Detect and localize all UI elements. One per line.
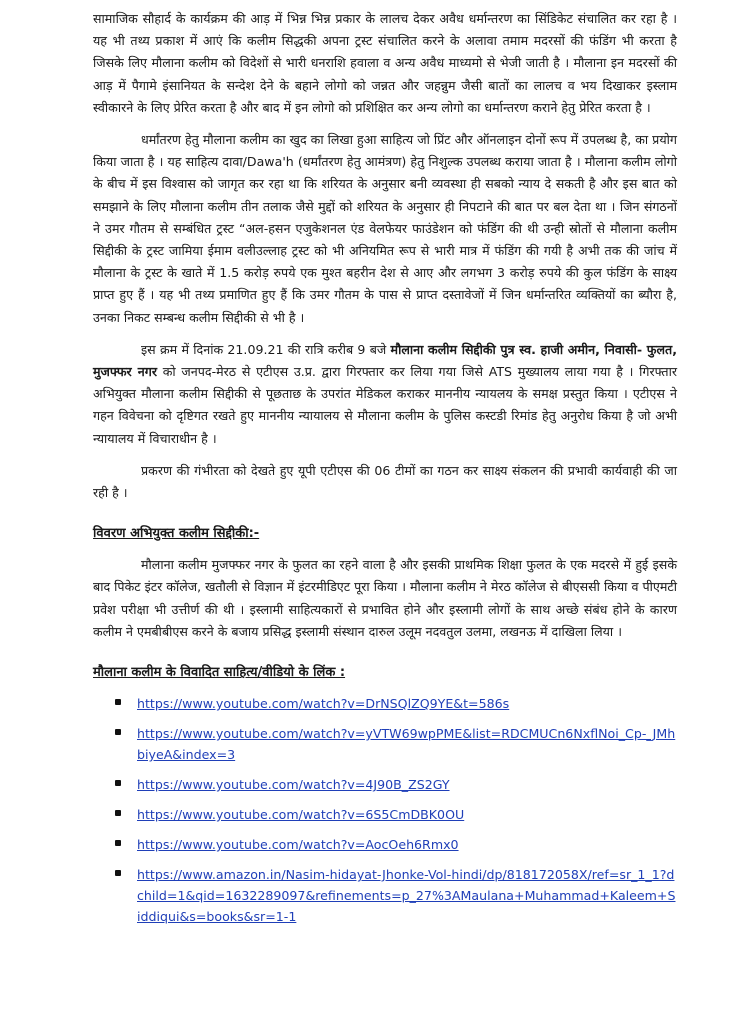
bullet-icon <box>115 840 121 846</box>
list-item <box>93 804 677 825</box>
video-link-4[interactable]: https://www.youtube.com/watch?v=6S5CmDBK0OU <box>137 807 465 823</box>
paragraph-conversion-syndicate: सामाजिक सौहार्द के कार्यक्रम की आड़ में भिन्न भिन्न प्रकार के लालच देकर अवैध धर्मान्तरण का सिंडिकेट संचालित कर रहा है । यह भी तथ्य प्रकाश में आएं कि कलीम सिद्धकी अपना ट्रस्ट संचालित करने के अलावा तमाम मदरसों की फंडिंग भी करता है जिसके लिए मौलाना कलीम को विदेशों से भारी धनराशि हवाला व अन्य अवैध माध्यमो से भेजी जाती है । मौलाना इन मदरसों की आड़ में पैगामे इंसानियत के सन्देश देने के बहाने लोगो को जन्नत और जहन्नुम जैसी बातों का लालच व भय दिखाकर इस्लाम स्वीकारने के लिए प्रेरित करता है और बाद में इन लोगो को प्रशिक्षित कर अन्य लोगो का धर्मान्तरण कराने हेतु प्रेरित करता है । <box>93 11 677 115</box>
video-link-3[interactable]: https://www.youtube.com/watch?v=4J90B_ZS2GY <box>137 777 450 793</box>
list-item <box>93 774 677 795</box>
bullet-icon <box>115 699 121 705</box>
list-item <box>93 834 677 855</box>
bullet-icon <box>115 810 121 816</box>
accused-identity: मौलाना कलीम सिद्दीकी पुत्र स्व. हाजी अमीन, निवासी- फुलत, मुजफ्फर नगर <box>93 341 677 380</box>
bullet-icon <box>115 780 121 786</box>
video-link-2[interactable]: https://www.youtube.com/watch?v=yVTW69wpPME&list=RDCMUCn6NxflNoi_Cp-_JMhbiyeA&index=3 <box>137 726 676 763</box>
list-item <box>93 693 677 714</box>
links-heading: मौलाना कलीम के विवादित साहित्य/वीडियो के लिंक : <box>93 665 346 681</box>
paragraph-literature-funding: धर्मांतरण हेतु मौलाना कलीम का खुद का लिखा हुआ साहित्य जो प्रिंट और ऑनलाइन दोनों रूप में उपलब्ध है, का प्रयोग किया जाता है । यह साहित्य दावा/Dawa'h (धर्मांतरण हेतु आमंत्रण) हेतु निशुल्क उपलब्ध कराया जाता है । मौलाना कलीम लोगो के बीच में इस विश्वास को जागृत कर रहा था कि शरियत के अनुसार बनी व्यवस्था ही सबको न्याय दे सकती है और इस बात को समझाने के लिए मौलाना कलीम तीन तलाक जैसे मुद्दों को शरियत के अनुसार ही निपटाने की बात पर बल देता था । जिन संगठनों ने उमर गौतम से सम्बंधित ट्रस्ट “अल-हसन एजुकेशनल एंड वेलफेयर फाउंडेशन को फंडिंग की थी उन्ही स्रोतों से मौलाना कलीम सिद्दीकी के ट्रस्ट जामिया ईमाम वलीउल्लाह ट्रस्ट को भी अनियमित रूप से भारी मात्र में फंडिंग की गयी है अभी तक की जांच में मौलाना के ट्रस्ट के खाते में 1.5 करोड़ रुपये एक मुश्त बहरीन देश से आए और लगभग 3 करोड़ रुपये की कुल फंडिंग के साक्ष्य प्राप्त हुए हैं । यह भी तथ्य प्रमाणित हुए हैं कि उमर गौतम के पास से प्राप्त दस्तावेजों में जिन धर्मान्तरित व्यक्तियों का ब्यौरा है, उनका निकट सम्बन्ध कलीम सिद्दीकी से भी है । <box>93 132 677 325</box>
list-item <box>93 864 677 927</box>
list-item <box>93 723 677 765</box>
arrest-text-lead: इस क्रम में दिनांक 21.09.21 की रात्रि करीब 9 बजे <box>141 341 391 357</box>
amazon-book-link[interactable]: https://www.amazon.in/Nasim-hidayat-Jhonke-Vol-hindi/dp/818172058X/ref=sr_1_1?dchild=1&qid=1632289097&refinements=p_27%3AMaulana+Muhammad+Kaleem+Siddiqui&s=books&sr=1-1 <box>137 867 676 925</box>
paragraph-accused-background: मौलाना कलीम मुजफ्फर नगर के फुलत का रहने वाला है और इसकी प्राथमिक शिक्षा फुलत के एक मदरसे में हुई इसके बाद पिकेट इंटर कॉलेज, खतौली से विज्ञान में इंटरमीडिएट पूरा किया । मौलाना कलीम ने मेरठ कॉलेज से बीएससी किया व पीएमटी प्रवेश परीक्षा भी उत्तीर्ण की थी । इस्लामी साहित्यकारों से प्रभावित होने और इस्लामी लोगों के साथ अच्छे संबंध होने के कारण कलीम ने एमबीबीएस करने के बजाय प्रसिद्ध इस्लामी संस्थान दारुल उलूम नदवतुल उलमा, लखनऊ में दाखिला लिया । <box>93 557 677 639</box>
bullet-icon <box>115 729 121 735</box>
arrest-text-rest: को जनपद-मेरठ से एटीएस उ.प्र. द्वारा गिरफ्तार कर लिया गया जिसे ATS मुख्यालय लाया गया है । गिरफ्तार अभियुक्त मौलाना कलीम सिद्दीकी से पूछताछ के उपरांत मेडिकल कराकर माननीय न्यायलय के समक्ष प्रस्तुत किया । एटीएस ने गहन विवेचना को दृष्टिगत रखते हुए माननीय न्यायालय से मौलाना कलीम के पुलिस कस्टडी रिमांड हेतु अनुरोध किया है जो अभी न्यायालय में विचाराधीन है । <box>93 364 677 446</box>
links-list <box>93 693 677 927</box>
video-link-5[interactable]: https://www.youtube.com/watch?v=AocOeh6Rmx0 <box>137 837 459 853</box>
video-link-1[interactable]: https://www.youtube.com/watch?v=DrNSQlZQ9YE&t=586s <box>137 696 510 712</box>
paragraph-arrest <box>93 339 677 450</box>
bullet-icon <box>115 870 121 876</box>
paragraph-ats-teams: प्रकरण की गंभीरता को देखते हुए यूपी एटीएस की 06 टीमों का गठन कर साक्ष्य संकलन की प्रभावी कार्यवाही की जा रही है । <box>93 462 677 501</box>
accused-details-heading: विवरण अभियुक्त कलीम सिद्दीकी:- <box>93 526 260 542</box>
